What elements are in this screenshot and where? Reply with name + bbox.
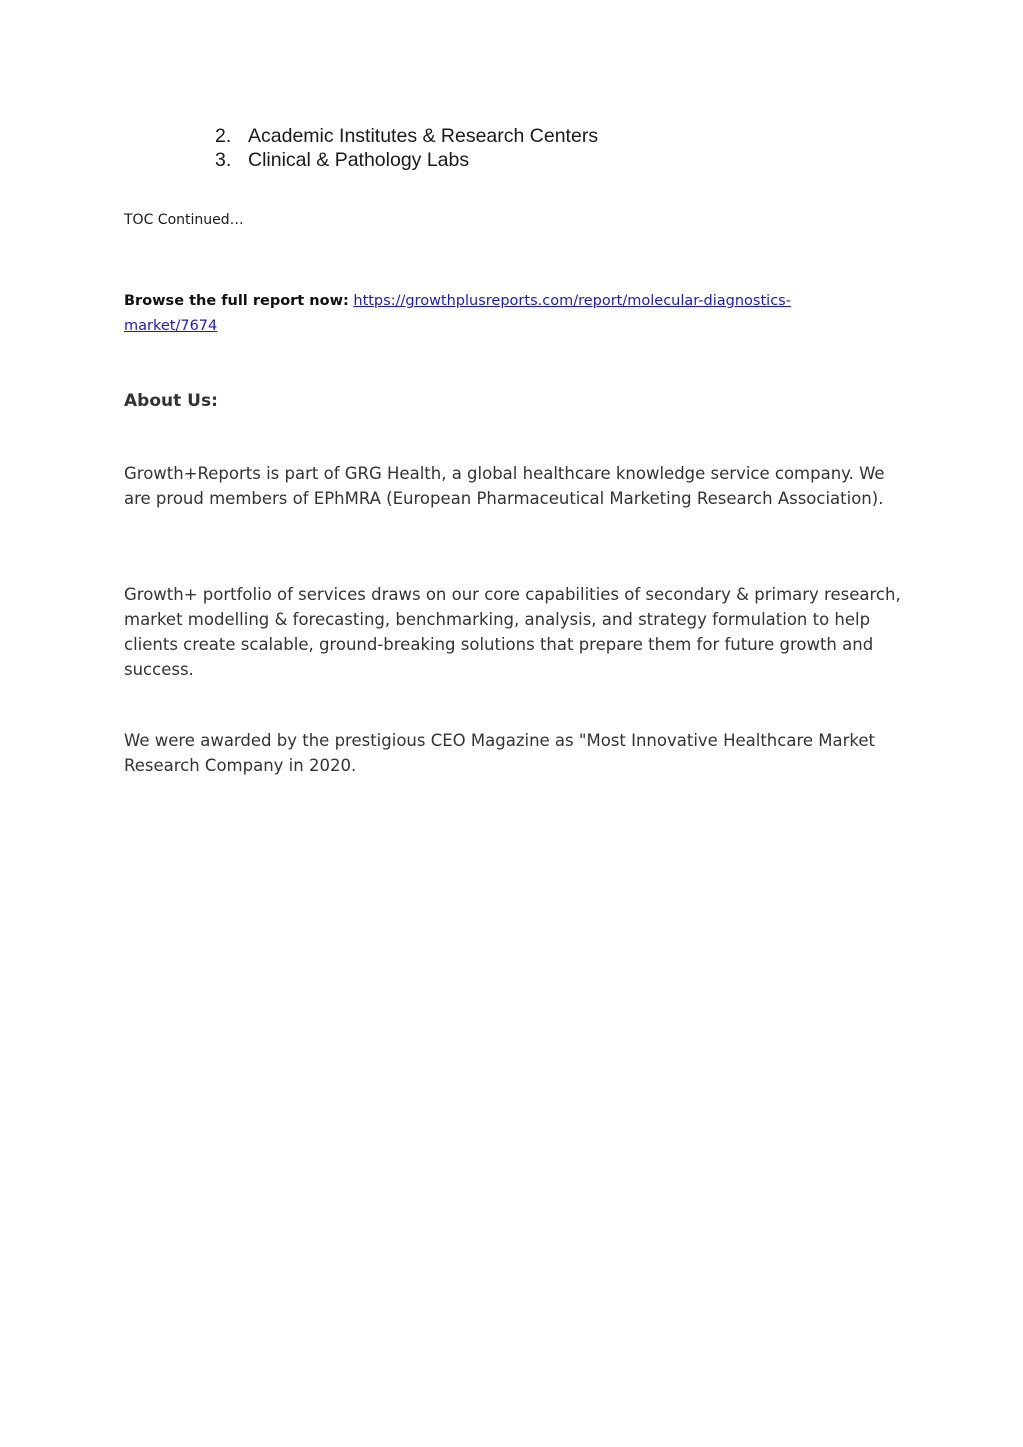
toc-list xyxy=(215,124,598,172)
about-paragraph: Growth+ portfolio of services draws on our core capabilities of secondary & primary research, market modelling & forecasting, benchmarking, analysis, and strategy formulation to help clients create scalable, ground-breaking solutions that prepare them for future growth and success. xyxy=(124,585,901,679)
toc-continued-text: TOC Continued… xyxy=(124,212,244,228)
toc-item-number: 3. xyxy=(215,149,232,171)
about-paragraph: Growth+Reports is part of GRG Health, a global healthcare knowledge service company. We are proud members of EPhMRA (European Pharmaceutical Marketing Research Association). xyxy=(124,464,885,508)
toc-item xyxy=(215,124,598,148)
toc-item-number: 2. xyxy=(215,125,232,147)
browse-label: Browse the full report now: xyxy=(124,293,349,309)
toc-item-label: Academic Institutes & Research Centers xyxy=(248,125,599,147)
toc-item-label: Clinical & Pathology Labs xyxy=(248,149,470,171)
about-us-heading: About Us: xyxy=(124,391,218,411)
toc-item xyxy=(215,148,598,172)
about-paragraph: We were awarded by the prestigious CEO Magazine as "Most Innovative Healthcare Market Research Company in 2020. xyxy=(124,731,875,775)
report-link[interactable]: https://growthplusreports.com/report/molecular-diagnostics-market/7674 xyxy=(124,293,791,334)
browse-report-line xyxy=(124,289,844,339)
